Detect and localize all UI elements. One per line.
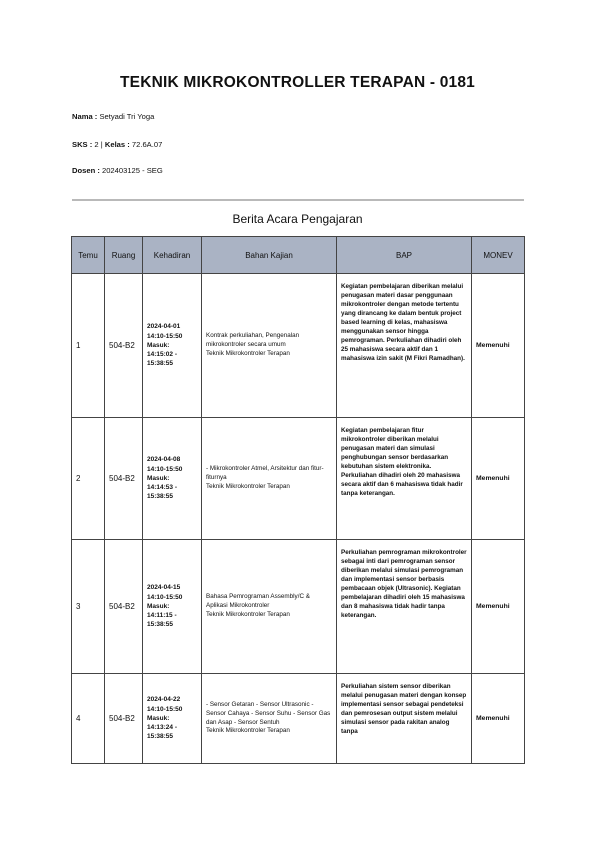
table-header-row — [72, 237, 525, 274]
temu-cell: 1 — [72, 274, 105, 418]
header-bap: BAP — [337, 237, 472, 274]
kajian-cell — [202, 674, 337, 764]
separator: | — [100, 140, 103, 149]
kehadiran-label: Masuk: — [147, 714, 170, 722]
kajian-cell — [202, 274, 337, 418]
kehadiran-in: 14:15:02 - — [147, 351, 177, 359]
header-kehadiran: Kehadiran — [143, 237, 202, 274]
kehadiran-slot: 14:10-15:50 — [147, 465, 183, 473]
table-row — [72, 674, 525, 764]
header-ruang: Ruang — [105, 237, 143, 274]
kajian-topic: - Mikrokontroler Atmel, Arsitektur dan fitur-fiturnya — [206, 465, 324, 482]
name-label: Nama : — [72, 112, 98, 121]
sks-class-line — [72, 140, 162, 149]
divider — [72, 199, 524, 201]
kehadiran-date: 2024-04-15 — [147, 584, 181, 592]
kehadiran-in: 14:13:24 - — [147, 724, 177, 732]
bap-cell: Perkuliahan pemrograman mikrokontroler sebagai inti dari pemrograman sensor diberikan melalui simulasi pemrograman dan implementasi sensor berbasis pembacaan objek (Ultrasonic). Kegiatan pembelajaran dihadiri oleh 15 mahasiswa dan 8 mahasiswa tidak hadir tanpa keterangan. — [337, 540, 472, 674]
kajian-course: Teknik Mikrokontroler Terapan — [206, 610, 290, 618]
sks-value: 2 — [94, 140, 99, 149]
kehadiran-slot: 14:10-15:50 — [147, 332, 183, 340]
kehadiran-slot: 14:10-15:50 — [147, 705, 183, 713]
table-row — [72, 418, 525, 540]
table-row — [72, 274, 525, 418]
bap-cell: Kegiatan pembelajaran fitur mikrokontroler diberikan melalui penugasan materi dan simulasi penghubungan sensor berdasarkan kebutuhan sistem elektronika. Perkuliahan dihadiri oleh 20 mahasiswa secara aktif dan 6 mahasiswa tidak hadir tanpa keterangan. — [337, 418, 472, 540]
ruang-cell: 504-B2 — [105, 274, 143, 418]
sks-label: SKS : — [72, 140, 93, 149]
ruang-cell: 504-B2 — [105, 540, 143, 674]
kehadiran-out: 15:38:55 — [147, 621, 174, 629]
kehadiran-date: 2024-04-22 — [147, 696, 181, 704]
kajian-course: Teknik Mikrokontroler Terapan — [206, 349, 290, 357]
kajian-course: Teknik Mikrokontroler Terapan — [206, 727, 290, 735]
monev-cell: Memenuhi — [472, 674, 525, 764]
lecturer-value: 202403125 - SEG — [101, 166, 163, 175]
ruang-cell: 504-B2 — [105, 418, 143, 540]
lecturer-label: Dosen : — [72, 166, 100, 175]
class-label: Kelas : — [104, 140, 130, 149]
kajian-topic: Bahasa Pemrograman Assembly/C & Aplikasi Mikrokontroler — [206, 593, 310, 610]
header-bahan-kajian: Bahan Kajian — [202, 237, 337, 274]
temu-cell: 2 — [72, 418, 105, 540]
kehadiran-date: 2024-04-08 — [147, 456, 181, 464]
temu-cell: 3 — [72, 540, 105, 674]
monev-cell: Memenuhi — [472, 418, 525, 540]
kajian-course: Teknik Mikrokontroler Terapan — [206, 482, 290, 490]
table-row — [72, 540, 525, 674]
kehadiran-cell — [143, 274, 202, 418]
section-title: Berita Acara Pengajaran — [232, 212, 363, 226]
kehadiran-out: 15:38:55 — [147, 733, 174, 741]
ruang-cell: 504-B2 — [105, 674, 143, 764]
kehadiran-out: 15:38:55 — [147, 360, 174, 368]
kehadiran-cell — [143, 540, 202, 674]
kehadiran-date: 2024-04-01 — [147, 323, 181, 331]
kehadiran-in: 14:14:53 - — [147, 484, 177, 492]
monev-cell: Memenuhi — [472, 274, 525, 418]
bap-cell: Perkuliahan sistem sensor diberikan melalui penugasan materi dengan konsep implementasi sensor sebagai pendeteksi dan pemrosesan output sistem melalui simulasi sensor pada rakitan analog tanpa — [337, 674, 472, 764]
lecturer-line — [72, 166, 163, 175]
header-monev: MONEV — [472, 237, 525, 274]
class-value: 72.6A.07 — [131, 140, 163, 149]
kehadiran-slot: 14:10-15:50 — [147, 593, 183, 601]
kehadiran-in: 14:11:15 - — [147, 612, 177, 620]
kajian-cell — [202, 540, 337, 674]
kehadiran-label: Masuk: — [147, 341, 170, 349]
page-title: TEKNIK MIKROKONTROLLER TERAPAN - 0181 — [119, 74, 476, 91]
kehadiran-label: Masuk: — [147, 474, 170, 482]
name-value: Setyadi Tri Yoga — [99, 112, 155, 121]
kehadiran-label: Masuk: — [147, 602, 170, 610]
kajian-cell — [202, 418, 337, 540]
kehadiran-cell — [143, 674, 202, 764]
kehadiran-out: 15:38:55 — [147, 493, 174, 501]
monev-cell: Memenuhi — [472, 540, 525, 674]
header-temu: Temu — [72, 237, 105, 274]
kajian-topic: Kontrak perkuliahan, Pengenalan mikrokontroler secara umum — [206, 332, 300, 349]
bap-table — [71, 236, 525, 764]
temu-cell: 4 — [72, 674, 105, 764]
kajian-topic: - Sensor Getaran - Sensor Ultrasonic - Sensor Cahaya - Sensor Suhu - Sensor Gas dan Asap - Sensor Sentuh — [206, 700, 331, 726]
bap-cell: Kegiatan pembelajaran diberikan melalui penugasan materi dasar penggunaan mikrokontroler dengan metode tertentu yang dirancang ke dalam bentuk project based learning di kelas, mahasiswa menggunakan sensor hingga pemrograman. Perkuliahan dihadiri oleh 25 mahasiswa secara aktif dan 1 mahasiswa izin sakit (M Fikri Ramadhan). — [337, 274, 472, 418]
student-name-line — [72, 112, 154, 121]
kehadiran-cell — [143, 418, 202, 540]
